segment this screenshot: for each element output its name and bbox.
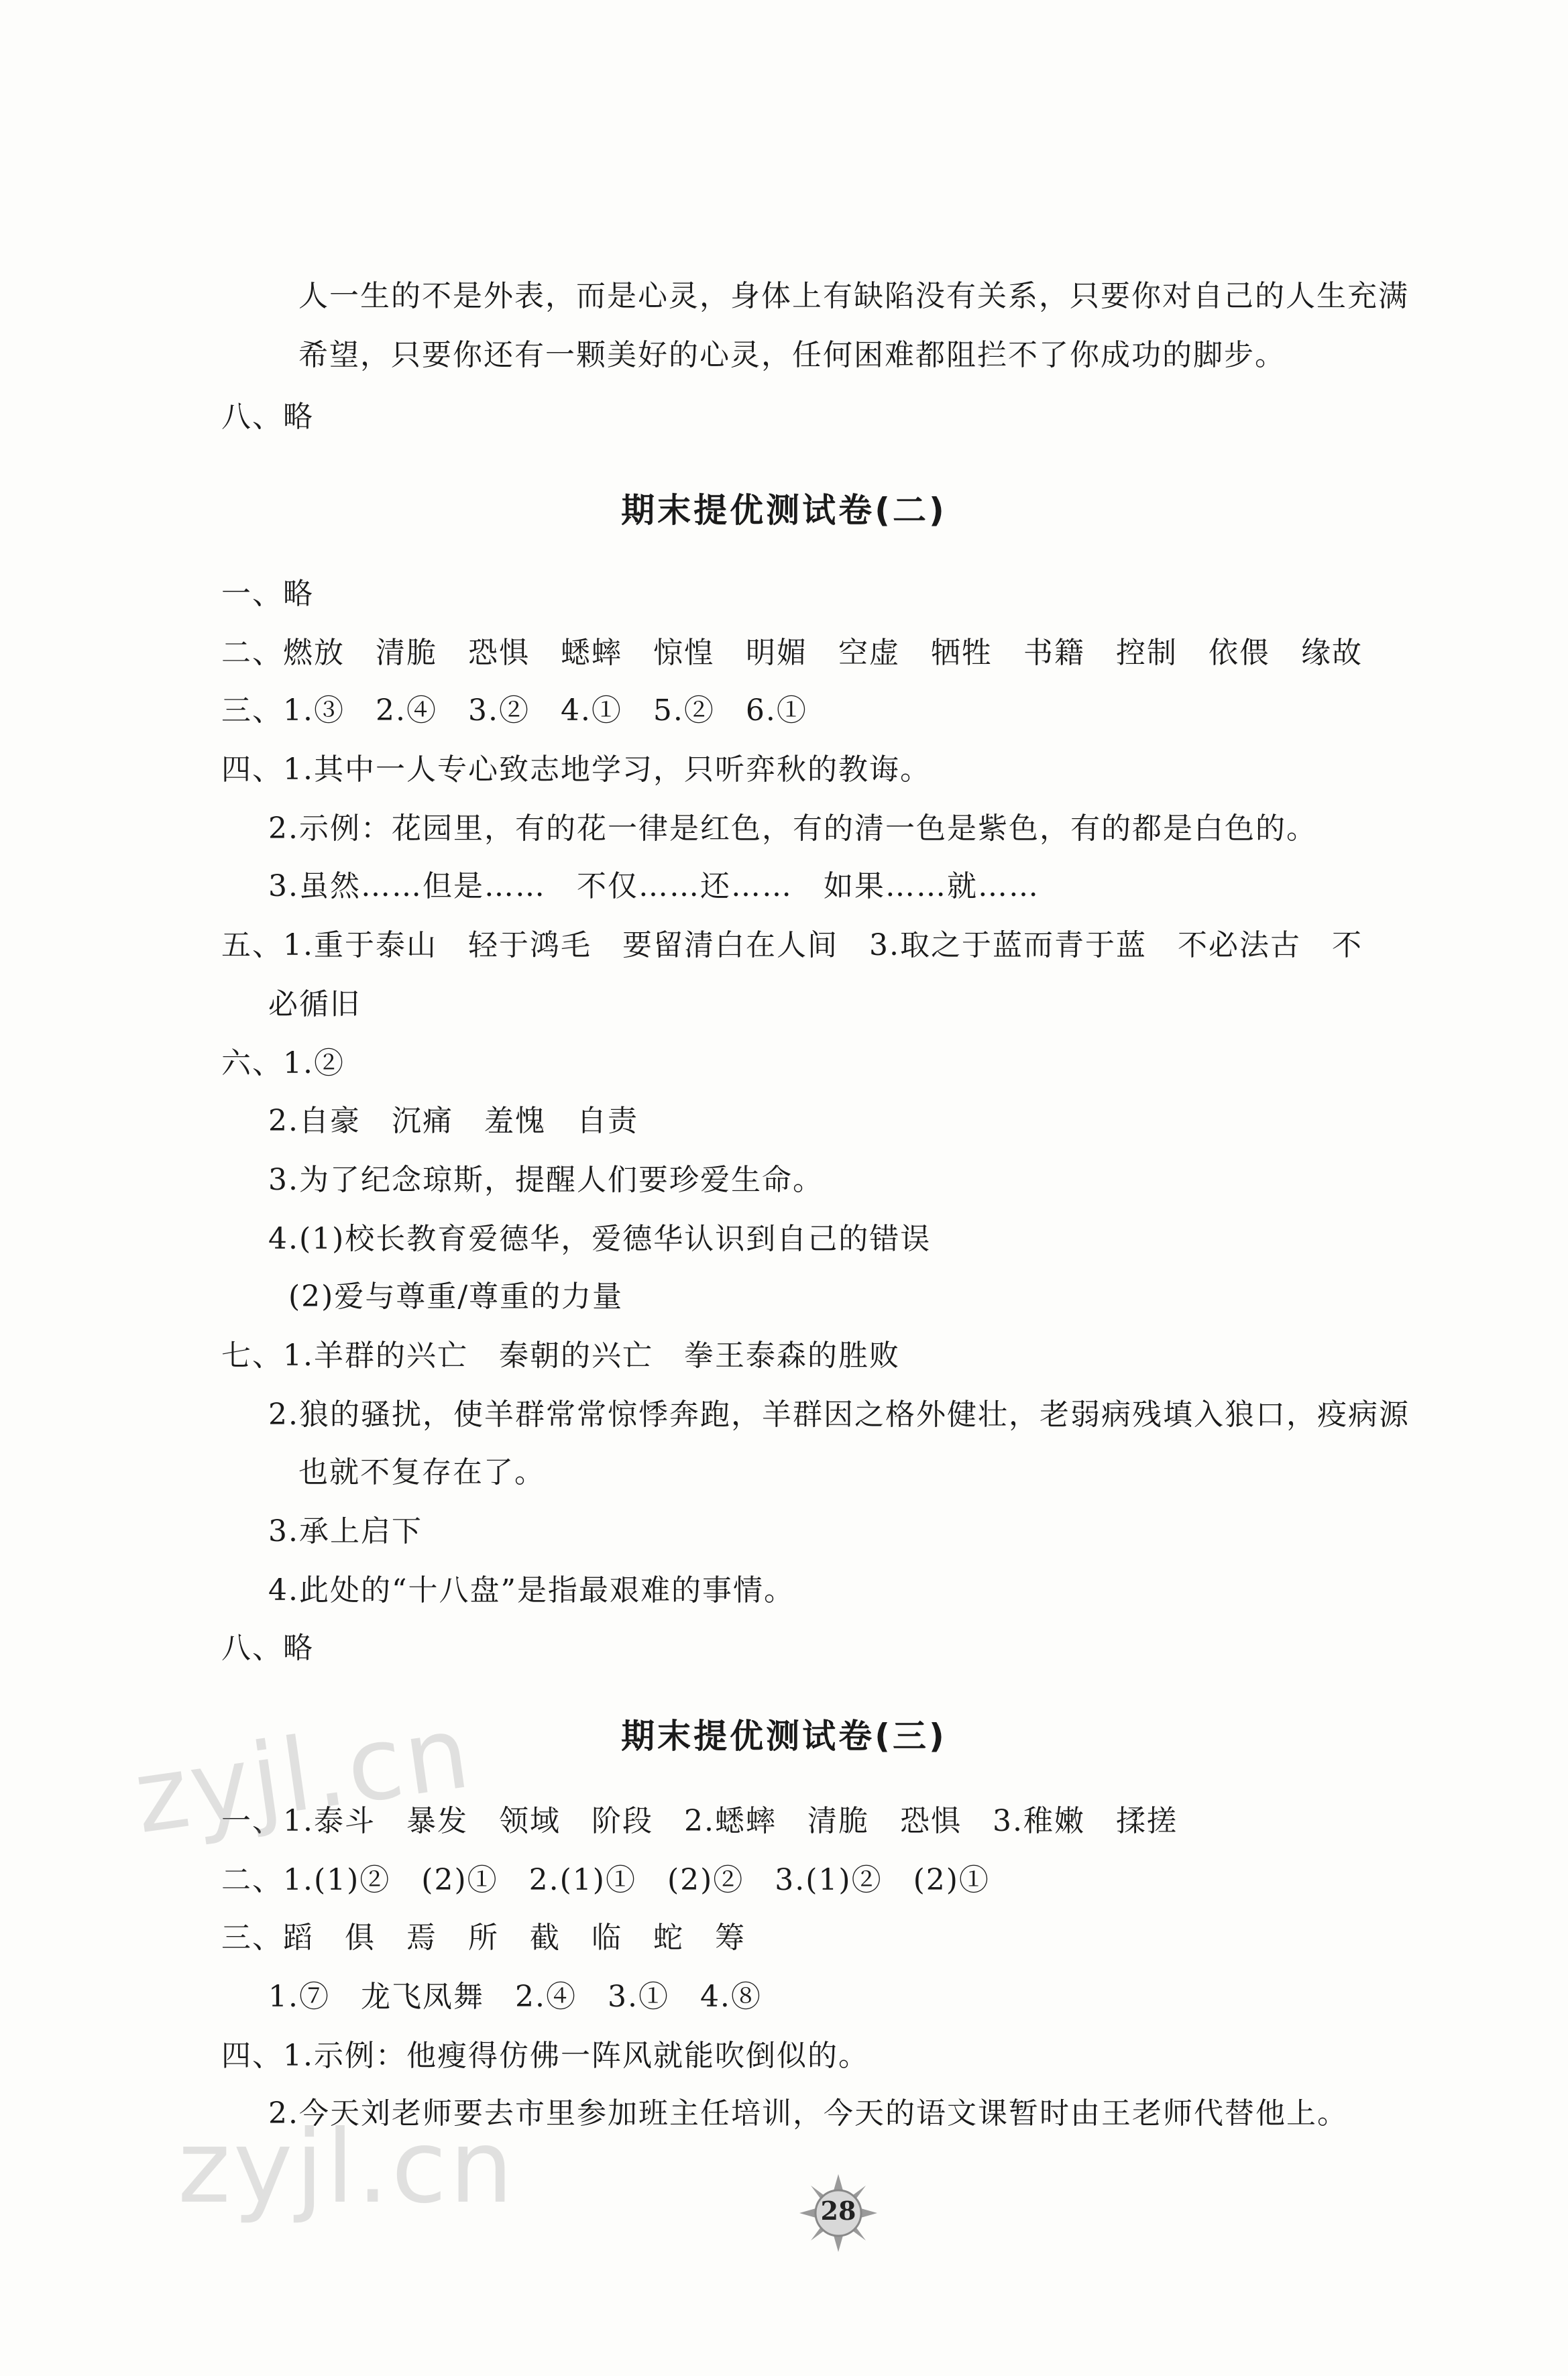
text-line: (2)爱与尊重/尊重的力量 <box>288 1280 624 1314</box>
text-line: 希望，只要你还有一颗美好的心灵，任何困难都阻拦不了你成功的脚步。 <box>298 338 1286 372</box>
watermark: zyjl.cn <box>178 2109 516 2226</box>
page-number-badge <box>798 2173 879 2253</box>
section-title: 期末提优测试卷(二) <box>621 491 947 530</box>
text-line: 四、1.示例：他瘦得仿佛一阵风就能吹倒似的。 <box>221 2039 869 2073</box>
text-line: 六、1.② <box>221 1046 345 1080</box>
text-line: 3.虽然……但是…… 不仅……还…… 如果……就…… <box>268 869 1040 903</box>
text-line: 八、略 <box>221 400 314 434</box>
text-line: 2.今天刘老师要去市里参加班主任培训，今天的语文课暂时由王老师代替他上。 <box>268 2096 1348 2131</box>
text-line: 3.承上启下 <box>268 1514 423 1548</box>
text-line: 三、蹈 俱 焉 所 截 临 蛇 筹 <box>221 1921 746 1955</box>
text-line: 五、1.重于泰山 轻于鸿毛 要留清白在人间 3.取之于蓝而青于蓝 不必法古 不 <box>221 928 1363 962</box>
text-line: 一、1.泰斗 暴发 领域 阶段 2.蟋蟀 清脆 恐惧 3.稚嫩 揉搓 <box>221 1804 1178 1838</box>
text-line: 4.此处的“十八盘”是指最艰难的事情。 <box>268 1573 795 1607</box>
text-line: 2.狼的骚扰，使羊群常常惊悸奔跑，羊群因之格外健壮，老弱病残填入狼口，疫病源 <box>268 1398 1410 1432</box>
text-line: 1.⑦ 龙飞凤舞 2.④ 3.① 4.⑧ <box>268 1980 762 2014</box>
text-line: 八、略 <box>221 1631 314 1665</box>
text-line: 2.自豪 沉痛 羞愧 自责 <box>268 1104 638 1138</box>
text-line: 必循旧 <box>268 987 361 1021</box>
watermark: zyjl.cn <box>127 1693 479 1857</box>
text-line: 人一生的不是外表，而是心灵，身体上有缺陷没有关系，只要你对自己的人生充满 <box>298 279 1409 313</box>
text-line: 2.示例：花园里，有的花一律是红色，有的清一色是紫色，有的都是白色的。 <box>268 811 1317 846</box>
text-line: 一、略 <box>221 577 314 611</box>
text-line: 三、1.③ 2.④ 3.② 4.① 5.② 6.① <box>221 693 807 728</box>
text-line: 也就不复存在了。 <box>298 1455 545 1489</box>
text-line: 四、1.其中一人专心致志地学习，只听弈秋的教诲。 <box>221 752 931 787</box>
text-line: 二、燃放 清脆 恐惧 蟋蟀 惊惶 明媚 空虚 牺牲 书籍 控制 依偎 缘故 <box>221 636 1363 670</box>
text-line: 4.(1)校长教育爱德华，爱德华认识到自己的错误 <box>268 1222 932 1256</box>
text-line: 七、1.羊群的兴亡 秦朝的兴亡 拳王泰森的胜败 <box>221 1339 900 1373</box>
page-number: 28 <box>820 2196 856 2226</box>
text-line: 二、1.(1)② (2)① 2.(1)① (2)② 3.(1)② (2)① <box>221 1863 990 1897</box>
section-title: 期末提优测试卷(三) <box>621 1717 947 1756</box>
text-line: 3.为了纪念琼斯，提醒人们要珍爱生命。 <box>268 1163 824 1197</box>
